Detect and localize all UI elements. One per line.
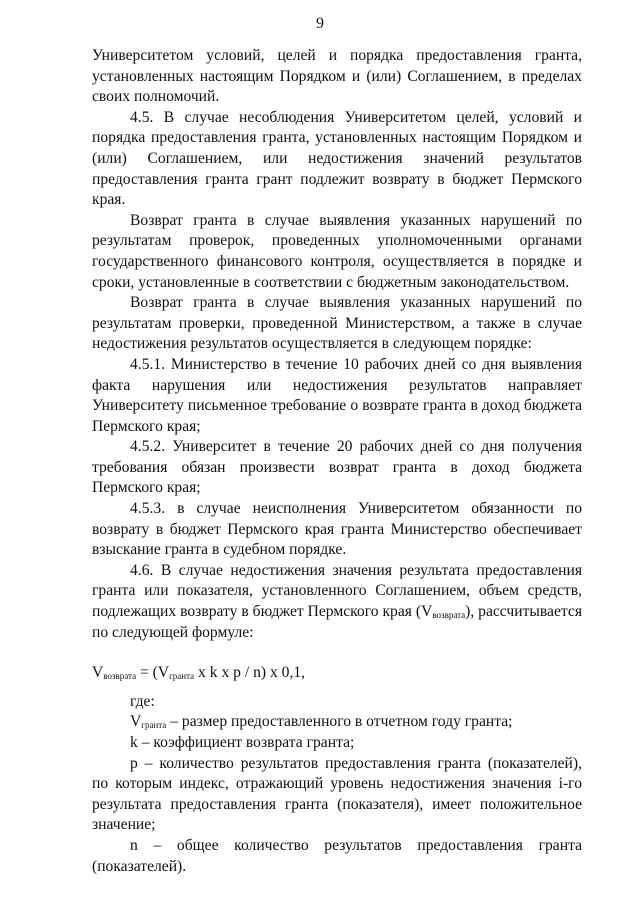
paragraph-4-5-1: 4.5.1. Министерство в течение 10 рабочих дней со дня выявления факта нарушения или недостижения результатов направляет Университету письменное требование о возврате гранта в доход бюджета Пермского края; [92, 355, 582, 435]
document-body [92, 46, 582, 877]
formula-sub-vozvrata: возврата [103, 671, 137, 682]
formula [92, 663, 582, 684]
paragraph-continuation: Университетом условий, целей и порядка предоставления гранта, установленных настоящим Порядком и (или) Соглашением, в пределах своих полномочий. [92, 47, 582, 106]
paragraph-4-6-text-a: 4.6. В случае недостижения значения результата предоставления гранта или показателя, установленного Соглашением, объем средств, подлежащих возврату в бюджет Пермского края (V [92, 561, 582, 621]
def-v-text: – размер предоставленного в отчетном году гранта; [166, 713, 513, 731]
definition-k: k – коэффициент возврата гранта; [130, 734, 355, 751]
definition-n: n – общее количество результатов предоставления гранта (показателей). [92, 836, 582, 875]
definition-p: p – количество результатов предоставления гранта (показателей), по которым индекс, отражающий уровень недостижения значения i-го результата предоставления гранта (показателя), имеет положительное значение; [92, 754, 582, 834]
paragraph-4-6-subscript: возврата [432, 610, 466, 621]
paragraph-return-ministry: Возврат гранта в случае выявления указанных нарушений по результатам проверки, проведенной Министерством, а также в случае недостижения результатов осуществляется в следующем порядке: [92, 294, 582, 353]
def-v-sub: гранта [141, 720, 167, 731]
definitions-where: где: [130, 692, 155, 710]
formula-sub-granta: гранта [169, 671, 195, 682]
formula-rest: x k x p / n) x 0,1, [194, 664, 306, 682]
paragraph-4-5-3: 4.5.3. в случае неисполнения Университетом обязанности по возврату в бюджет Пермского края гранта Министерство обеспечивает взыскание гранта в судебном порядке. [92, 500, 582, 559]
paragraph-return-state-control: Возврат гранта в случае выявления указанных нарушений по результатам проверок, проведенных уполномоченными органами государственного финансового контроля, осуществляется в порядке и сроки, установленные в соответствии с бюджетным законодательством. [92, 211, 582, 291]
formula-mid: = (V [136, 664, 170, 682]
definition-v-granta [92, 712, 582, 733]
paragraph-4-6 [92, 561, 582, 643]
def-v-letter: V [130, 713, 142, 731]
paragraph-4-5-2: 4.5.2. Университет в течение 20 рабочих дней со дня получения требования обязан произвести возврат гранта в доход бюджета Пермского края; [92, 438, 582, 497]
paragraph-4-5: 4.5. В случае несоблюдения Университетом целей, условий и порядка предоставления гранта, установленных настоящим Порядком и (или) Соглашением, или недостижения значений результатов предоставления гранта грант подлежит возврату в бюджет Пермского края. [92, 108, 582, 209]
page-number: 9 [316, 15, 324, 32]
formula-v: V [92, 664, 104, 682]
paragraph-4-6-text-b: ), рассчитывается по следующей формуле: [92, 603, 582, 641]
